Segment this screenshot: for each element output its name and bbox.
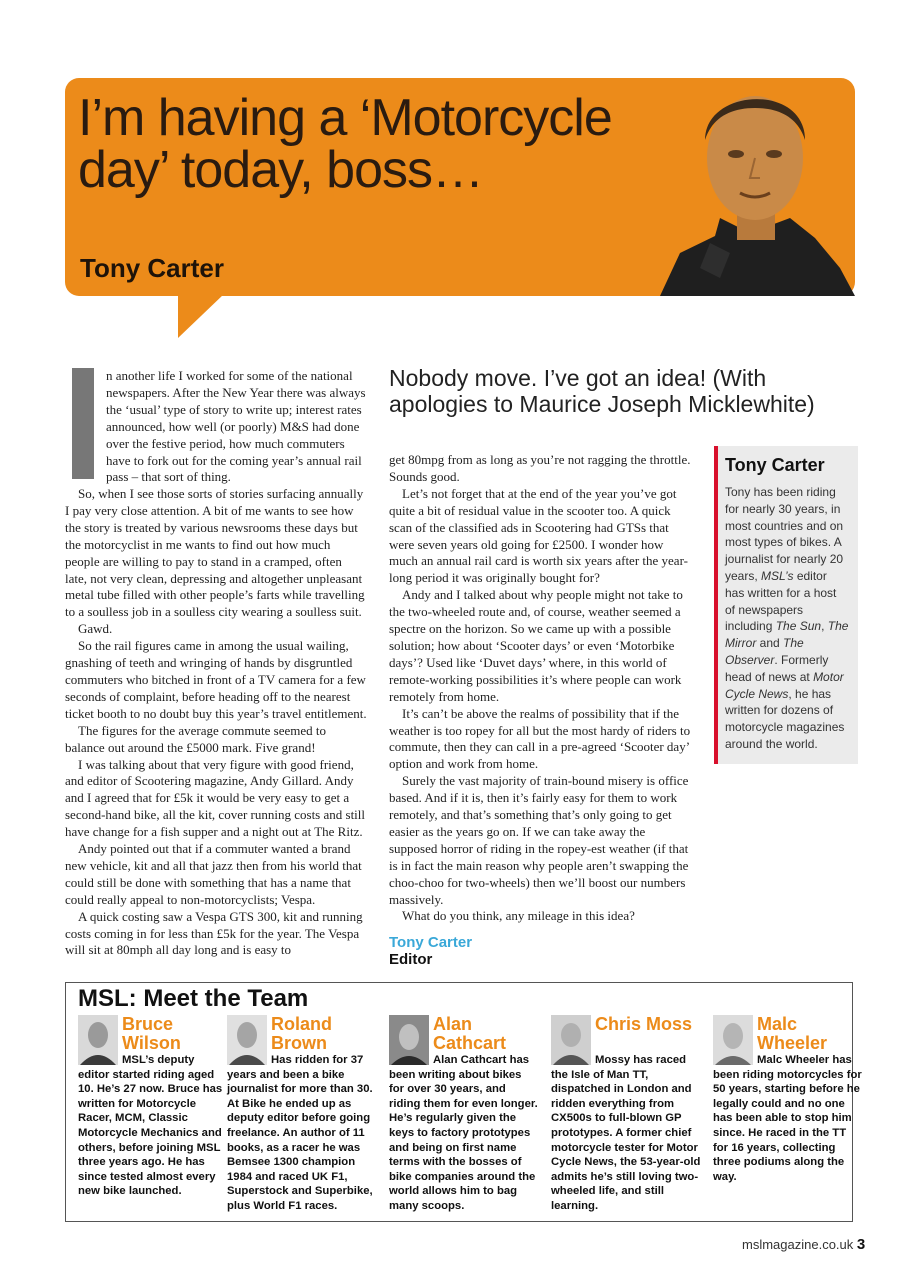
sidebar-p2a: A journalist for nearly 20 years,: [725, 535, 844, 583]
paragraph: Andy and I talked about why people might not take to the two-wheeled route and, of course, weather seemed a spectre on the horizon. So we came up with a possible solution; how about ‘Scooter days’ or even ‘Motorbike days’? Used like ‘Duvet days’ where, in this world of remote-working possibilities it’s where people can work remotely from home.: [389, 587, 683, 704]
article-subhead: Nobody move. I’ve got an idea! (With apologies to Maurice Joseph Micklewhite): [389, 365, 815, 417]
sidebar-the-observer: The Observer: [725, 636, 804, 667]
signature-role: Editor: [389, 951, 433, 968]
signature-name: Tony Carter: [389, 934, 473, 951]
article-column-1: [65, 486, 367, 959]
member-name: Bruce Wilson: [122, 1014, 181, 1053]
sidebar-p2c: editor has written for a host of newspapers including: [725, 568, 837, 634]
byline: Tony Carter: [80, 253, 224, 283]
sidebar-p1: Tony has been riding for nearly 30 years, in most countries and on most types of bikes.: [725, 485, 844, 550]
sidebar-title: Tony Carter: [725, 455, 825, 475]
member-bio: MSL’s deputy editor started riding aged 10. He’s 27 now. Bruce has written for Motorcycle Racer, MCM, Classic Motorcycle Mechanics and others, before joining MSL three years ago. He has since tested almost every new bike launched.: [78, 1054, 223, 1198]
sidebar-mcn: Motor Cycle News: [725, 669, 844, 701]
member-bio: Mossy has raced the Isle of Man TT, dispatched in London and ridden everything from CX500s to full-blown GP prototypes. A former chief motorcycle tester for Motor Cycle News, the 53-year-old admits he’s still loving two-wheeled life, and still learning.: [551, 1054, 701, 1212]
sidebar-the-sun: The Sun: [775, 619, 822, 634]
paragraph: I was talking about that very figure with good friend, and editor of Scootering magazine, Andy Gillard. Andy and I agreed that for £5k it would be very easy to get a second-hand bike, all the kit, cover running costs and still have change for a fish supper and a night out at The Ritz.: [65, 756, 366, 840]
paragraph: It’s can’t be above the realms of possibility that if the weather is too ropey for all but the most hardy of riders to commute, then they can call in a pre-agreed ‘Scooter day’ option and work from home.: [389, 705, 691, 772]
sidebar-p2i: . Formerly head of news at: [725, 652, 829, 684]
paragraph: Surely the vast majority of train-bound misery is office based. And if it is, then it’s fairly easy for them to work remotely, and that’s something that’s only going to get easier as the years go on. If we can take away the supposed horror of riding in the ropey-est weather (if that is in fact the main reason why people aren’t swapping the choo-choo for two-wheels) then we’ll boost our numbers massively.: [389, 773, 689, 907]
paragraph: What do you think, any mileage in this idea?: [402, 908, 635, 924]
sidebar-the-mirror: The Mirror: [725, 619, 849, 651]
member-bio: Has ridden for 37 years and been a bike journalist for more than 30. At Bike he ended up as deputy editor before going freelance. An author of 11 books, as a racer he was Bemsee 1300 champion 1984 and raced UK F1, Superstock and Superbike, plus World F1 races.: [227, 1054, 373, 1212]
lead-paragraph: n another life I worked for some of the national newspapers. After the New Year there was always the ‘usual’ type of story to write up; interest rates announced, how well (or poorly) M&S had done over the festive period, how much commuters have to fork out for the coming year’s annual rail pass – that sort of thing.: [106, 368, 366, 485]
paragraph: A quick costing saw a Vespa GTS 300, kit and running costs coming in for less than £5k for the year. The Vespa will sit at 80mph all day long and is easy to: [65, 908, 363, 958]
page-footer: [742, 1236, 865, 1253]
team-title: MSL: Meet the Team: [78, 985, 309, 1012]
paragraph: Gawd.: [78, 621, 113, 637]
article-column-2: [389, 452, 691, 925]
paragraph: get 80mpg from as long as you’re not ragging the throttle. Sounds good.: [389, 452, 691, 484]
member-name: Chris Moss: [595, 1014, 693, 1034]
sidebar-p2k: , he has written for dozens of motorcycle magazines around the world.: [725, 686, 845, 751]
member-bio: Malc Wheeler has been riding motorcycles for 50 years, starting before he legally could and no one has been able to stop him since. He raced in the TT for 16 years, collecting three podiums along the way.: [713, 1054, 862, 1183]
member-name: Roland Brown: [271, 1014, 332, 1053]
headline: I’m having a ‘Motorcycle day’ today, boss…: [78, 89, 612, 199]
member-name: Alan Cathcart: [433, 1014, 507, 1053]
banner-pointer: [178, 294, 224, 338]
paragraph: Andy pointed out that if a commuter wanted a brand new vehicle, kit and all that jazz then from his world that could still be done with something that has a name that could really appeal to non-motorcyclists; Vespa.: [65, 841, 362, 907]
paragraph: Let’s not forget that at the end of the year you’ve got quite a bit of residual value in the scooter too. A quick scan of the classified ads in Scootering had GTSs that were seven years old going for £2500. I wonder how much an annual rail card is worth six years after the year-long period it was originally bought for?: [389, 485, 688, 586]
sidebar-msl: MSL’s: [761, 568, 794, 583]
page-number: 3: [856, 1236, 866, 1253]
member-name: Malc Wheeler: [757, 1014, 828, 1053]
paragraph: So the rail figures came in among the usual wailing, gnashing of teeth and wringing of hands by disgruntled commuters who bitched in front of a TV camera for a few seconds of complaint, before heading off to the nearest ticket booth to no doubt buy this year’s travel entitlement.: [65, 638, 367, 721]
sidebar-p2g: and: [756, 636, 784, 651]
sidebar-text: [725, 484, 849, 753]
member-bio: Alan Cathcart has been writing about bikes for over 30 years, and riding them for even longer. He’s regularly given the keys to factory prototypes and being on first name terms with the bosses of bike companies around the world allows him to bag many scoops.: [389, 1054, 538, 1212]
article-lead: [106, 368, 367, 486]
footer-site: mslmagazine.co.uk: [742, 1237, 854, 1252]
sidebar-p2e: ,: [821, 619, 828, 634]
paragraph: The figures for the average commute seemed to balance out around the £5000 mark. Five grand!: [65, 722, 326, 755]
drop-cap: [72, 368, 94, 479]
author-photo: [600, 78, 855, 296]
paragraph: So, when I see those sorts of stories surfacing annually I pay very close attention. A bit of me wants to see how the story is treated by various newsrooms these days but the motorcyclist in me wants to find out how much people are willing to pay to stand in a cramped, often late, not very clean, depressing and altogether unpleasant metal tube filled with other people’s farts while travelling to a soulless job in a soulless city wearing a soulless suit.: [65, 486, 365, 620]
